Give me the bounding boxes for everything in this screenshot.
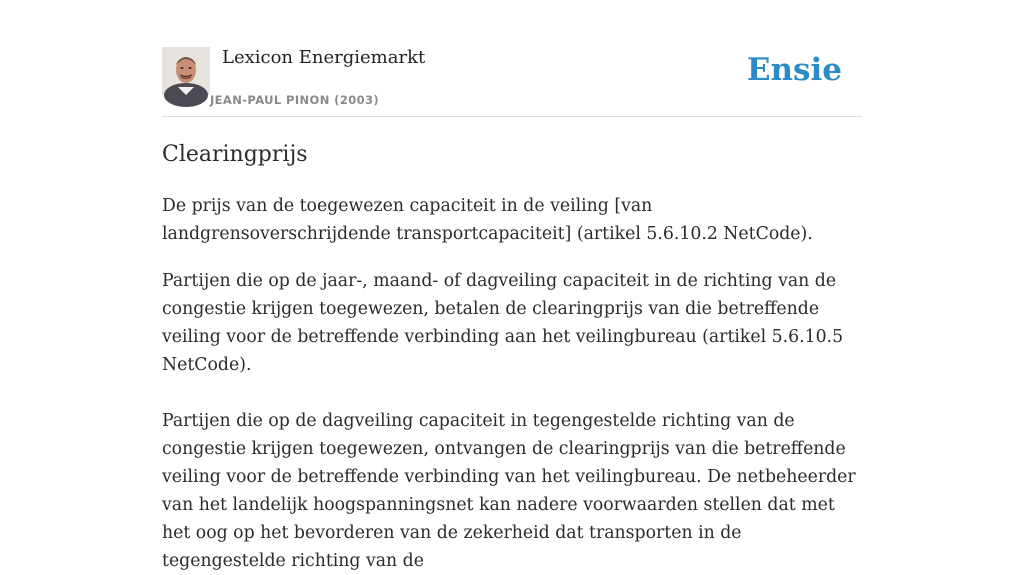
author-name[interactable]: JEAN-PAUL PINON (2003) — [210, 93, 380, 107]
book-header — [162, 46, 862, 117]
author-avatar[interactable] — [162, 47, 210, 95]
entry-body — [162, 192, 862, 575]
author-portrait-icon — [162, 47, 210, 95]
entry-paragraph: Partijen die op de dagveiling capaciteit in tegengestelde richting van de congestie krijgen toegewezen, ontvangen de clearingprijs van die betreffende veiling voor de betreffende verbinding van het veilingbureau. De netbeheerder van het landelijk hoogspanningsnet kan nadere voorwaarden stellen dat met het oog op het bevorderen van de zekerheid dat transporten in de tegengestelde richting van de — [162, 411, 856, 571]
entry-paragraph: De prijs van de toegewezen capaciteit in de veiling [van landgrensoverschrijdende transportcapaciteit] (artikel 5.6.10.2 NetCode). — [162, 196, 813, 244]
entry-title: Clearingprijs — [162, 142, 308, 167]
book-title[interactable]: Lexicon Energiemarkt — [222, 47, 426, 68]
entry-paragraph: Partijen die op de jaar-, maand- of dagveiling capaciteit in de richting van de congestie krijgen toegewezen, betalen de clearingprijs van die betreffende veiling voor de betreffende verbinding aan het veilingbureau (artikel 5.6.10.5 NetCode). — [162, 271, 844, 375]
brand-logo[interactable]: Ensie — [746, 52, 842, 88]
